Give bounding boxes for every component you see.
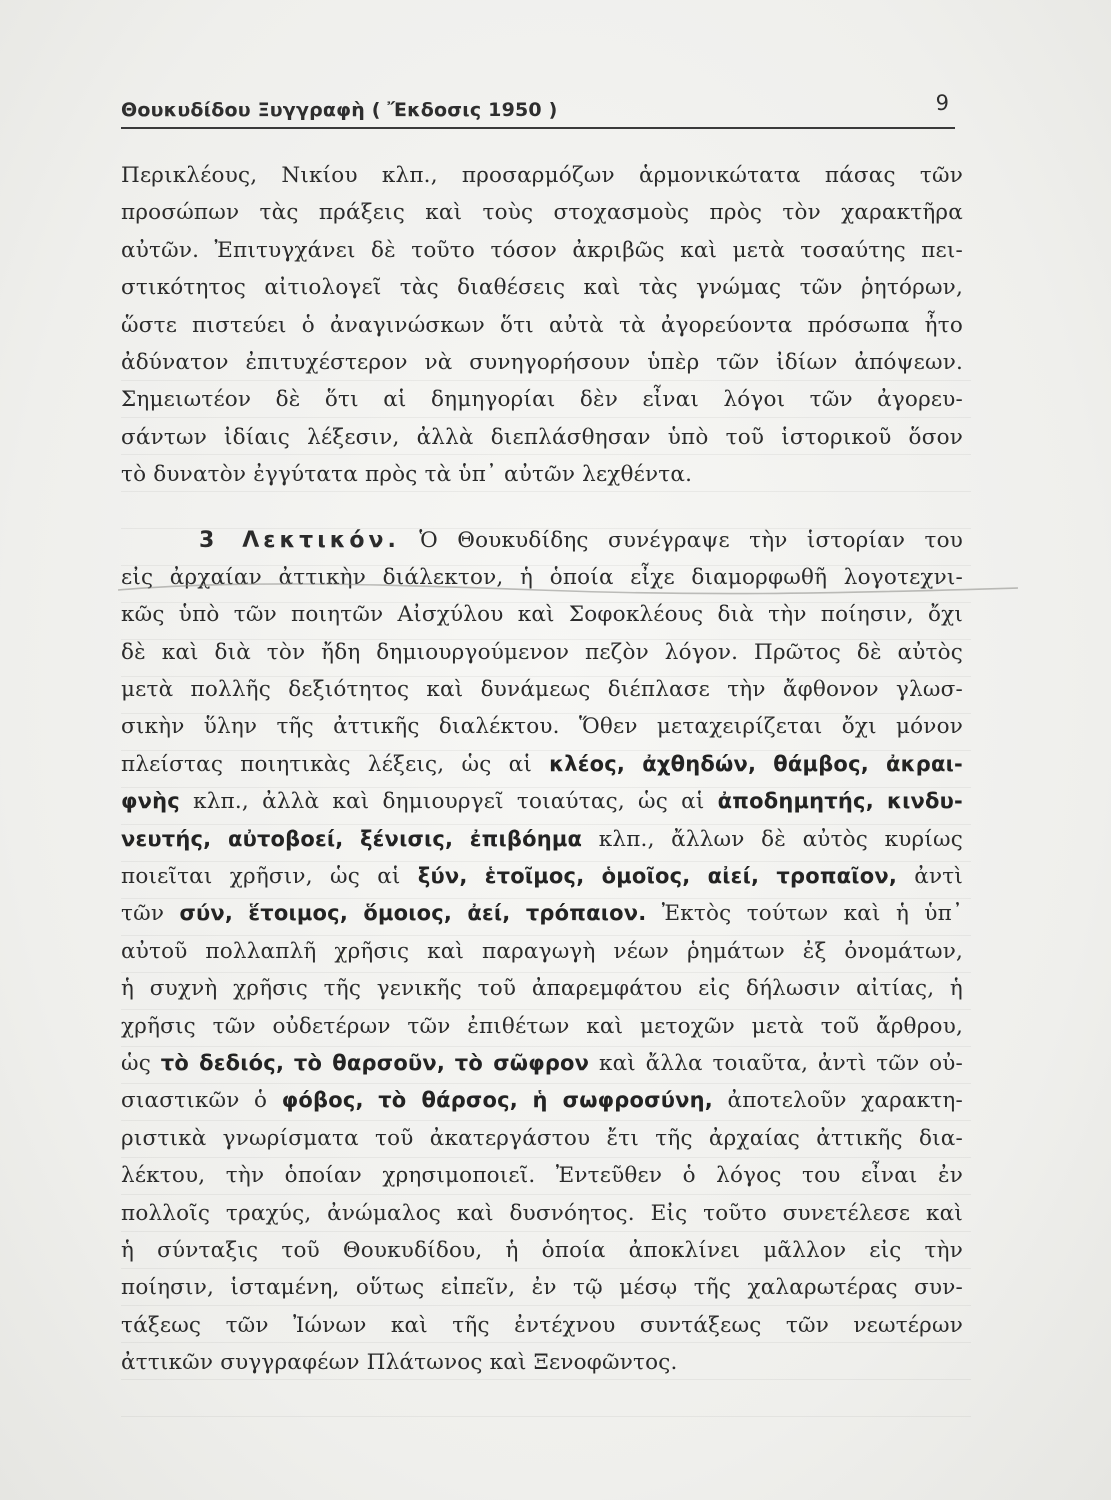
section-first-line-text: Ὁ Θουκυδίδης συνέγραψε τὴν ἱστορίαν του xyxy=(419,527,963,553)
bold-term: τρόπαιον. xyxy=(525,901,647,926)
bold-term: αὐτοβοεί, xyxy=(227,826,344,851)
text-line: ἡ συχνὴ χρῆσις τῆς γενικῆς τοῦ ἀπαρεμφάτου εἰς δήλωσιν αἰτίας, ἡ xyxy=(121,976,963,1002)
body-text xyxy=(121,157,963,1382)
bold-term: ἑτοῖμος, xyxy=(484,864,585,889)
text-line: προσώπων τὰς πράξεις καὶ τοὺς στοχασμοὺς πρὸς τὸν χαρακτῆρα xyxy=(121,200,963,226)
text-line-new-words xyxy=(121,821,963,858)
bold-term: σύν, xyxy=(179,901,234,926)
line-text: ποιεῖται χρῆσιν, ὡς αἱ xyxy=(121,864,401,890)
line-text: ἀντὶ xyxy=(914,864,963,890)
text-line: σικὴν ὕλην τῆς ἀττικῆς διαλέκτου. Ὅθεν μεταχειρίζεται ὄχι μόνον xyxy=(121,714,963,740)
bold-term: ξύν, xyxy=(417,864,468,889)
text-line: τὸ δυνατὸν ἐγγύτατα πρὸς τὰ ὑπ᾽ αὐτῶν λεχθέντα. xyxy=(121,462,693,488)
section-lektikon xyxy=(121,522,963,1382)
text-line-substantives xyxy=(121,1082,963,1119)
paragraph-gap xyxy=(121,494,963,522)
text-line: σάντων ἰδίαις λέξεσιν, ἀλλὰ διεπλάσθησαν ὑπὸ τοῦ ἱστορικοῦ ὅσον xyxy=(121,424,963,450)
line-text: κλπ., ἄλλων δὲ αὐτὸς κυρίως xyxy=(598,826,963,852)
text-line: ὥστε πιστεύει ὁ ἀναγινώσκων ὅτι αὐτὰ τὰ ἀγορεύοντα πρόσωπα ἦτο xyxy=(121,312,963,338)
running-header-title: Θουκυδίδου Ξυγγραφὴ ( Ἔκδοσις 1950 ) xyxy=(121,99,558,121)
text-line-attic-forms xyxy=(121,895,963,932)
bold-term: θάμβος, xyxy=(773,751,869,776)
bold-term: ἐπιβόημα xyxy=(469,826,583,851)
bold-term: φόβος, xyxy=(281,1088,364,1113)
bold-term: ἀχθηδών, xyxy=(642,751,757,776)
line-text: κλπ., ἀλλὰ καὶ δημιουργεῖ τοιαύτας, ὡς αἱ xyxy=(193,789,705,815)
text-line: ριστικὰ γνωρίσματα τοῦ ἀκατεργάστου ἔτι τῆς ἀρχαίας ἀττικῆς δια- xyxy=(121,1125,963,1151)
bold-term: ἀποδημητής, xyxy=(717,789,874,814)
bold-term: φνὴς xyxy=(121,789,180,814)
text-line-poetic-words xyxy=(121,746,963,783)
text-line: λέκτου, τὴν ὁποίαν χρησιμοποιεῖ. Ἐντεῦθεν ὁ λόγος του εἶναι ἐν xyxy=(121,1163,963,1189)
bold-term: τὸ σῶφρον xyxy=(454,1050,590,1075)
text-line: τάξεως τῶν Ἰώνων καὶ τῆς ἐντέχνου συντάξεως τῶν νεωτέρων xyxy=(121,1312,963,1338)
page-number: 9 xyxy=(935,91,949,115)
text-line: Σημειωτέον δὲ ὅτι αἱ δημηγορίαι δὲν εἶναι λόγοι τῶν ἀγορευ- xyxy=(121,387,963,413)
text-line-ionic-forms xyxy=(121,858,963,895)
text-line: ποίησιν, ἱσταμένη, οὕτως εἰπεῖν, ἐν τῷ μέσῳ τῆς χαλαρωτέρας συν- xyxy=(121,1275,963,1301)
running-header xyxy=(121,91,955,129)
bold-term: ὁμοῖος, xyxy=(601,864,691,889)
line-text: καὶ ἄλλα τοιαῦτα, ἀντὶ τῶν οὐ- xyxy=(598,1050,964,1076)
text-line: αὐτοῦ πολλαπλῆ χρῆσις καὶ παραγωγὴ νέων ῥημάτων ἐξ ὀνομάτων, xyxy=(121,938,963,964)
text-line: πολλοῖς τραχύς, ἀνώμαλος καὶ δυσνόητος. Εἰς τοῦτο συνετέλεσε καὶ xyxy=(121,1200,963,1226)
line-text: ἀποτελοῦν χαρακτη- xyxy=(727,1088,963,1114)
text-line: ἀδύνατον ἐπιτυχέστερον νὰ συνηγορήσουν ὑπὲρ τῶν ἰδίων ἀπόψεων. xyxy=(121,349,963,375)
section-first-line xyxy=(121,522,963,559)
bold-term: αἰεί, xyxy=(707,864,760,889)
bold-term: ἀεί, xyxy=(467,901,511,926)
paragraph-speeches xyxy=(121,157,963,494)
bold-term: ἡ σωφροσύνη, xyxy=(532,1088,713,1113)
text-line-neuter-words xyxy=(121,1045,963,1082)
bold-term: τὸ δεδιός, xyxy=(160,1050,285,1075)
bold-term: ἀκραι- xyxy=(886,751,963,776)
text-line: κῶς ὑπὸ τῶν ποιητῶν Αἰσχύλου καὶ Σοφοκλέους διὰ τὴν ποίησιν, ὄχι xyxy=(121,602,963,628)
bold-term: ὅμοιος, xyxy=(363,901,453,926)
text-line: χρῆσις τῶν οὐδετέρων τῶν ἐπιθέτων καὶ μετοχῶν μετὰ τοῦ ἄρθρου, xyxy=(121,1013,963,1039)
text-line-new-words xyxy=(121,783,963,820)
section-heading: 3 Λεκτικόν. xyxy=(199,527,400,553)
text-line: μετὰ πολλῆς δεξιότητος καὶ δυνάμεως διέπλασε τὴν ἄφθονον γλωσ- xyxy=(121,677,963,703)
text-line: αὐτῶν. Ἐπιτυγχάνει δὲ τοῦτο τόσον ἀκριβῶς καὶ μετὰ τοσαύτης πει- xyxy=(121,237,963,263)
line-text: Ἐκτὸς τούτων καὶ ἡ ὑπ᾽ xyxy=(661,901,963,927)
text-line: δὲ καὶ διὰ τὸν ἤδη δημιουργούμενον πεζὸν λόγον. Πρῶτος δὲ αὐτὸς xyxy=(121,639,963,665)
line-text: πλείστας ποιητικὰς λέξεις, ὡς αἱ xyxy=(121,751,532,777)
bold-term: κλέος, xyxy=(549,751,626,776)
text-line: ἀττικῶν συγγραφέων Πλάτωνος καὶ Ξενοφῶντος. xyxy=(121,1350,678,1376)
bold-term: τὸ θαρσοῦν, xyxy=(293,1050,446,1075)
text-line: Περικλέους, Νικίου κλπ., προσαρμόζων ἁρμονικώτατα πάσας τῶν xyxy=(121,163,963,188)
bold-term: ἕτοιμος, xyxy=(248,901,348,926)
bold-term: ξένισις, xyxy=(360,826,454,851)
bold-term: τὸ θάρσος, xyxy=(378,1088,518,1113)
line-text: ὡς xyxy=(121,1050,151,1076)
text-line: εἰς ἀρχαίαν ἀττικὴν διάλεκτον, ἡ ὁποία εἶχε διαμορφωθῆ λογοτεχνι- xyxy=(121,564,963,590)
bold-term: τροπαῖον, xyxy=(776,864,897,889)
bold-term: νευτής, xyxy=(121,826,212,851)
bold-term: κινδυ- xyxy=(887,789,963,814)
line-text: τῶν xyxy=(121,901,165,927)
line-text: σιαστικῶν ὁ xyxy=(121,1088,268,1114)
text-line: ἡ σύνταξις τοῦ Θουκυδίδου, ἡ ὁποία ἀποκλίνει μᾶλλον εἰς τὴν xyxy=(121,1237,963,1263)
text-line: στικότητος αἰτιολογεῖ τὰς διαθέσεις καὶ τὰς γνώμας τῶν ῥητόρων, xyxy=(121,275,963,301)
